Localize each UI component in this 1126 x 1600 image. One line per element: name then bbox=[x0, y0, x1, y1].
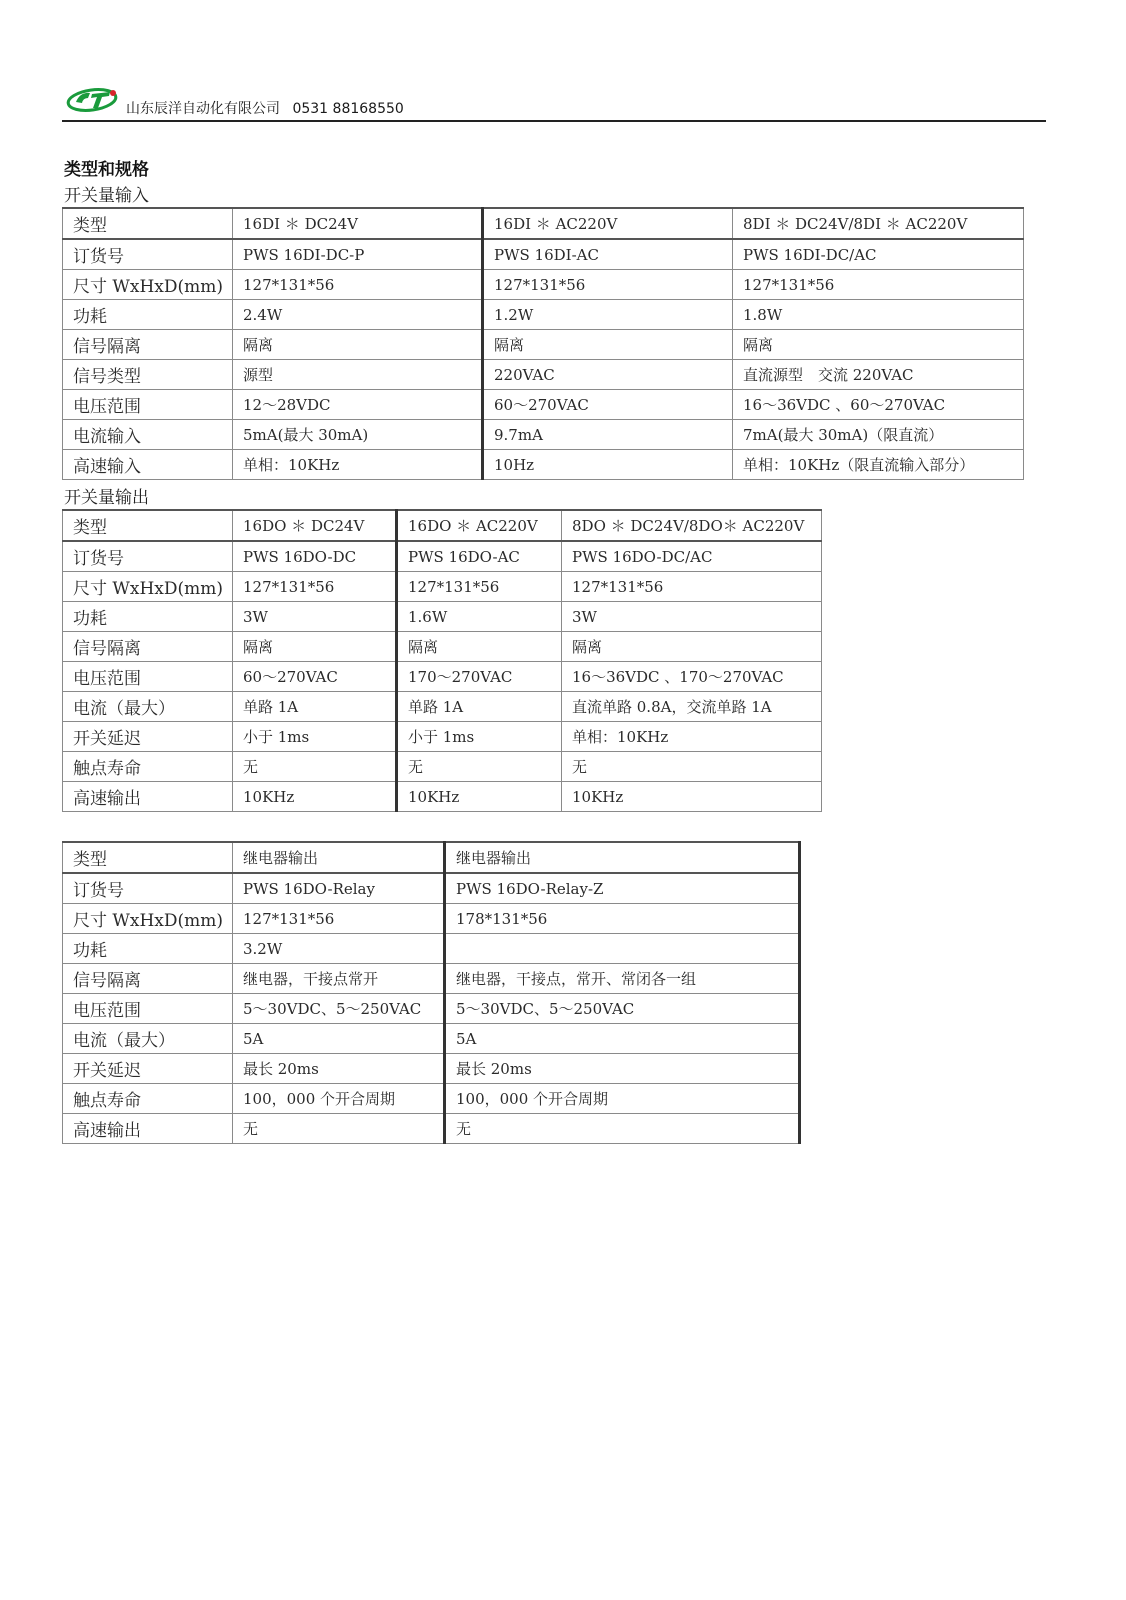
table-row bbox=[63, 300, 1024, 330]
spec-value-cell: 5～30VDC、5～250VAC bbox=[233, 994, 445, 1024]
spec-value-cell: 10KHz bbox=[397, 782, 562, 812]
page-header bbox=[62, 80, 1046, 122]
spec-value-cell: 最长 20ms bbox=[233, 1054, 445, 1084]
spec-value-cell: 100，000 个开合周期 bbox=[233, 1084, 445, 1114]
row-label-cell: 电压范围 bbox=[63, 994, 233, 1024]
table-row bbox=[63, 450, 1024, 480]
spec-value-cell: 无 bbox=[397, 752, 562, 782]
spec-value-cell: 单相：10KHz bbox=[562, 722, 822, 752]
spec-value-cell: PWS 16DI-DC-P bbox=[233, 239, 483, 270]
spec-value-cell: 单路 1A bbox=[233, 692, 397, 722]
row-label-cell: 信号隔离 bbox=[63, 330, 233, 360]
table-row bbox=[63, 1084, 800, 1114]
spec-value-cell: PWS 16DO-Relay-Z bbox=[445, 873, 800, 904]
spec-value-cell: PWS 16DI-AC bbox=[483, 239, 733, 270]
spec-value-cell: 单相：10KHz bbox=[233, 450, 483, 480]
spec-value-cell: 60～270VAC bbox=[233, 662, 397, 692]
spec-value-cell: 2.4W bbox=[233, 300, 483, 330]
spec-value-cell: 10Hz bbox=[483, 450, 733, 480]
spec-value-cell: 5mA(最大 30mA) bbox=[233, 420, 483, 450]
table-row bbox=[63, 541, 822, 572]
table-row bbox=[63, 632, 822, 662]
spec-value-cell: 178*131*56 bbox=[445, 904, 800, 934]
row-label-cell: 触点寿命 bbox=[63, 752, 233, 782]
spec-value-cell: 127*131*56 bbox=[562, 572, 822, 602]
row-label-cell: 类型 bbox=[63, 510, 233, 541]
table-row bbox=[63, 782, 822, 812]
table-row bbox=[63, 360, 1024, 390]
spec-value-cell: 隔离 bbox=[733, 330, 1024, 360]
table-row bbox=[63, 1054, 800, 1084]
spec-value-cell: 10KHz bbox=[233, 782, 397, 812]
row-label-cell: 开关延迟 bbox=[63, 1054, 233, 1084]
table-row bbox=[63, 1024, 800, 1054]
row-label-cell: 开关延迟 bbox=[63, 722, 233, 752]
spec-value-cell: 100，000 个开合周期 bbox=[445, 1084, 800, 1114]
spec-value-cell: 无 bbox=[233, 1114, 445, 1144]
spec-value-cell: 最长 20ms bbox=[445, 1054, 800, 1084]
company-phone: 0531 88168550 bbox=[292, 101, 404, 117]
table-row bbox=[63, 420, 1024, 450]
spec-value-cell bbox=[445, 934, 800, 964]
spec-value-cell: 继电器，干接点，常开、常闭各一组 bbox=[445, 964, 800, 994]
company-line bbox=[126, 98, 404, 118]
section-title: 类型和规格 bbox=[64, 160, 149, 180]
spec-value-cell: 5～30VDC、5～250VAC bbox=[445, 994, 800, 1024]
row-label-cell: 电流（最大） bbox=[63, 1024, 233, 1054]
row-label-cell: 订货号 bbox=[63, 873, 233, 904]
spec-value-cell: 8DO ＊ DC24V/8DO＊ AC220V bbox=[562, 510, 822, 541]
spec-value-cell: 170～270VAC bbox=[397, 662, 562, 692]
spec-value-cell: 127*131*56 bbox=[733, 270, 1024, 300]
spec-value-cell: 源型 bbox=[233, 360, 483, 390]
spec-value-cell: PWS 16DI-DC/AC bbox=[733, 239, 1024, 270]
spec-value-cell: 单相：10KHz（限直流输入部分） bbox=[733, 450, 1024, 480]
row-label-cell: 订货号 bbox=[63, 239, 233, 270]
company-logo-icon bbox=[66, 84, 120, 114]
table-row bbox=[63, 602, 822, 632]
spec-value-cell: 12～28VDC bbox=[233, 390, 483, 420]
row-label-cell: 信号隔离 bbox=[63, 964, 233, 994]
spec-value-cell: 无 bbox=[445, 1114, 800, 1144]
spec-value-cell: 1.6W bbox=[397, 602, 562, 632]
table-row bbox=[63, 873, 800, 904]
digital-output-title: 开关量输出 bbox=[64, 488, 149, 508]
table-row bbox=[63, 1114, 800, 1144]
row-label-cell: 尺寸 WxHxD(mm) bbox=[63, 904, 233, 934]
spec-value-cell: 7mA(最大 30mA)（限直流） bbox=[733, 420, 1024, 450]
row-label-cell: 电压范围 bbox=[63, 390, 233, 420]
digital-input-title: 开关量输入 bbox=[64, 186, 149, 206]
spec-value-cell: 16DO ＊ DC24V bbox=[233, 510, 397, 541]
spec-value-cell: 小于 1ms bbox=[233, 722, 397, 752]
spec-value-cell: 16～36VDC 、60～270VAC bbox=[733, 390, 1024, 420]
row-label-cell: 信号隔离 bbox=[63, 632, 233, 662]
spec-value-cell: 60～270VAC bbox=[483, 390, 733, 420]
spec-value-cell: 直流单路 0.8A，交流单路 1A bbox=[562, 692, 822, 722]
spec-value-cell: 继电器输出 bbox=[233, 842, 445, 873]
row-label-cell: 高速输出 bbox=[63, 782, 233, 812]
spec-value-cell: 小于 1ms bbox=[397, 722, 562, 752]
table-row bbox=[63, 964, 800, 994]
row-label-cell: 类型 bbox=[63, 842, 233, 873]
spec-value-cell: 127*131*56 bbox=[483, 270, 733, 300]
spec-value-cell: 3W bbox=[233, 602, 397, 632]
spec-value-cell: 127*131*56 bbox=[233, 572, 397, 602]
digital-input-table bbox=[62, 207, 1024, 480]
spec-value-cell: 无 bbox=[562, 752, 822, 782]
table-header-row bbox=[63, 208, 1024, 239]
spec-value-cell: PWS 16DO-Relay bbox=[233, 873, 445, 904]
row-label-cell: 尺寸 WxHxD(mm) bbox=[63, 572, 233, 602]
spec-value-cell: PWS 16DO-DC bbox=[233, 541, 397, 572]
table-row bbox=[63, 239, 1024, 270]
spec-value-cell: 直流源型 交流 220VAC bbox=[733, 360, 1024, 390]
table-row bbox=[63, 270, 1024, 300]
digital-output-table bbox=[62, 509, 822, 812]
spec-value-cell: 127*131*56 bbox=[397, 572, 562, 602]
row-label-cell: 功耗 bbox=[63, 934, 233, 964]
table-header-row bbox=[63, 510, 822, 541]
spec-value-cell: 继电器输出 bbox=[445, 842, 800, 873]
spec-value-cell: PWS 16DO-AC bbox=[397, 541, 562, 572]
row-label-cell: 功耗 bbox=[63, 300, 233, 330]
relay-output-table bbox=[62, 841, 801, 1144]
table-row bbox=[63, 390, 1024, 420]
row-label-cell: 触点寿命 bbox=[63, 1084, 233, 1114]
spec-value-cell: 无 bbox=[233, 752, 397, 782]
row-label-cell: 信号类型 bbox=[63, 360, 233, 390]
spec-value-cell: 16DO ＊ AC220V bbox=[397, 510, 562, 541]
row-label-cell: 订货号 bbox=[63, 541, 233, 572]
table-row bbox=[63, 692, 822, 722]
spec-value-cell: 5A bbox=[233, 1024, 445, 1054]
spec-value-cell: PWS 16DO-DC/AC bbox=[562, 541, 822, 572]
spec-value-cell: 隔离 bbox=[233, 330, 483, 360]
row-label-cell: 电流输入 bbox=[63, 420, 233, 450]
table-row bbox=[63, 994, 800, 1024]
company-name: 山东辰洋自动化有限公司 bbox=[126, 101, 280, 117]
spec-value-cell: 127*131*56 bbox=[233, 904, 445, 934]
spec-value-cell: 16DI ＊ AC220V bbox=[483, 208, 733, 239]
row-label-cell: 类型 bbox=[63, 208, 233, 239]
spec-value-cell: 16～36VDC 、170～270VAC bbox=[562, 662, 822, 692]
table-header-row bbox=[63, 842, 800, 873]
table-row bbox=[63, 662, 822, 692]
spec-value-cell: 隔离 bbox=[233, 632, 397, 662]
spec-value-cell: 隔离 bbox=[483, 330, 733, 360]
spec-value-cell: 隔离 bbox=[562, 632, 822, 662]
table-row bbox=[63, 572, 822, 602]
spec-value-cell: 9.7mA bbox=[483, 420, 733, 450]
spec-value-cell: 1.2W bbox=[483, 300, 733, 330]
spec-value-cell: 8DI ＊ DC24V/8DI ＊ AC220V bbox=[733, 208, 1024, 239]
spec-value-cell: 隔离 bbox=[397, 632, 562, 662]
table-row bbox=[63, 904, 800, 934]
row-label-cell: 功耗 bbox=[63, 602, 233, 632]
row-label-cell: 高速输出 bbox=[63, 1114, 233, 1144]
row-label-cell: 电压范围 bbox=[63, 662, 233, 692]
spec-value-cell: 127*131*56 bbox=[233, 270, 483, 300]
row-label-cell: 电流（最大） bbox=[63, 692, 233, 722]
spec-value-cell: 3.2W bbox=[233, 934, 445, 964]
spec-value-cell: 220VAC bbox=[483, 360, 733, 390]
spec-value-cell: 16DI ＊ DC24V bbox=[233, 208, 483, 239]
spec-value-cell: 单路 1A bbox=[397, 692, 562, 722]
spec-value-cell: 10KHz bbox=[562, 782, 822, 812]
table-row bbox=[63, 330, 1024, 360]
spec-value-cell: 5A bbox=[445, 1024, 800, 1054]
spec-value-cell: 3W bbox=[562, 602, 822, 632]
row-label-cell: 尺寸 WxHxD(mm) bbox=[63, 270, 233, 300]
table-row bbox=[63, 934, 800, 964]
spec-value-cell: 继电器，干接点常开 bbox=[233, 964, 445, 994]
row-label-cell: 高速输入 bbox=[63, 450, 233, 480]
table-row bbox=[63, 722, 822, 752]
spec-value-cell: 1.8W bbox=[733, 300, 1024, 330]
table-row bbox=[63, 752, 822, 782]
